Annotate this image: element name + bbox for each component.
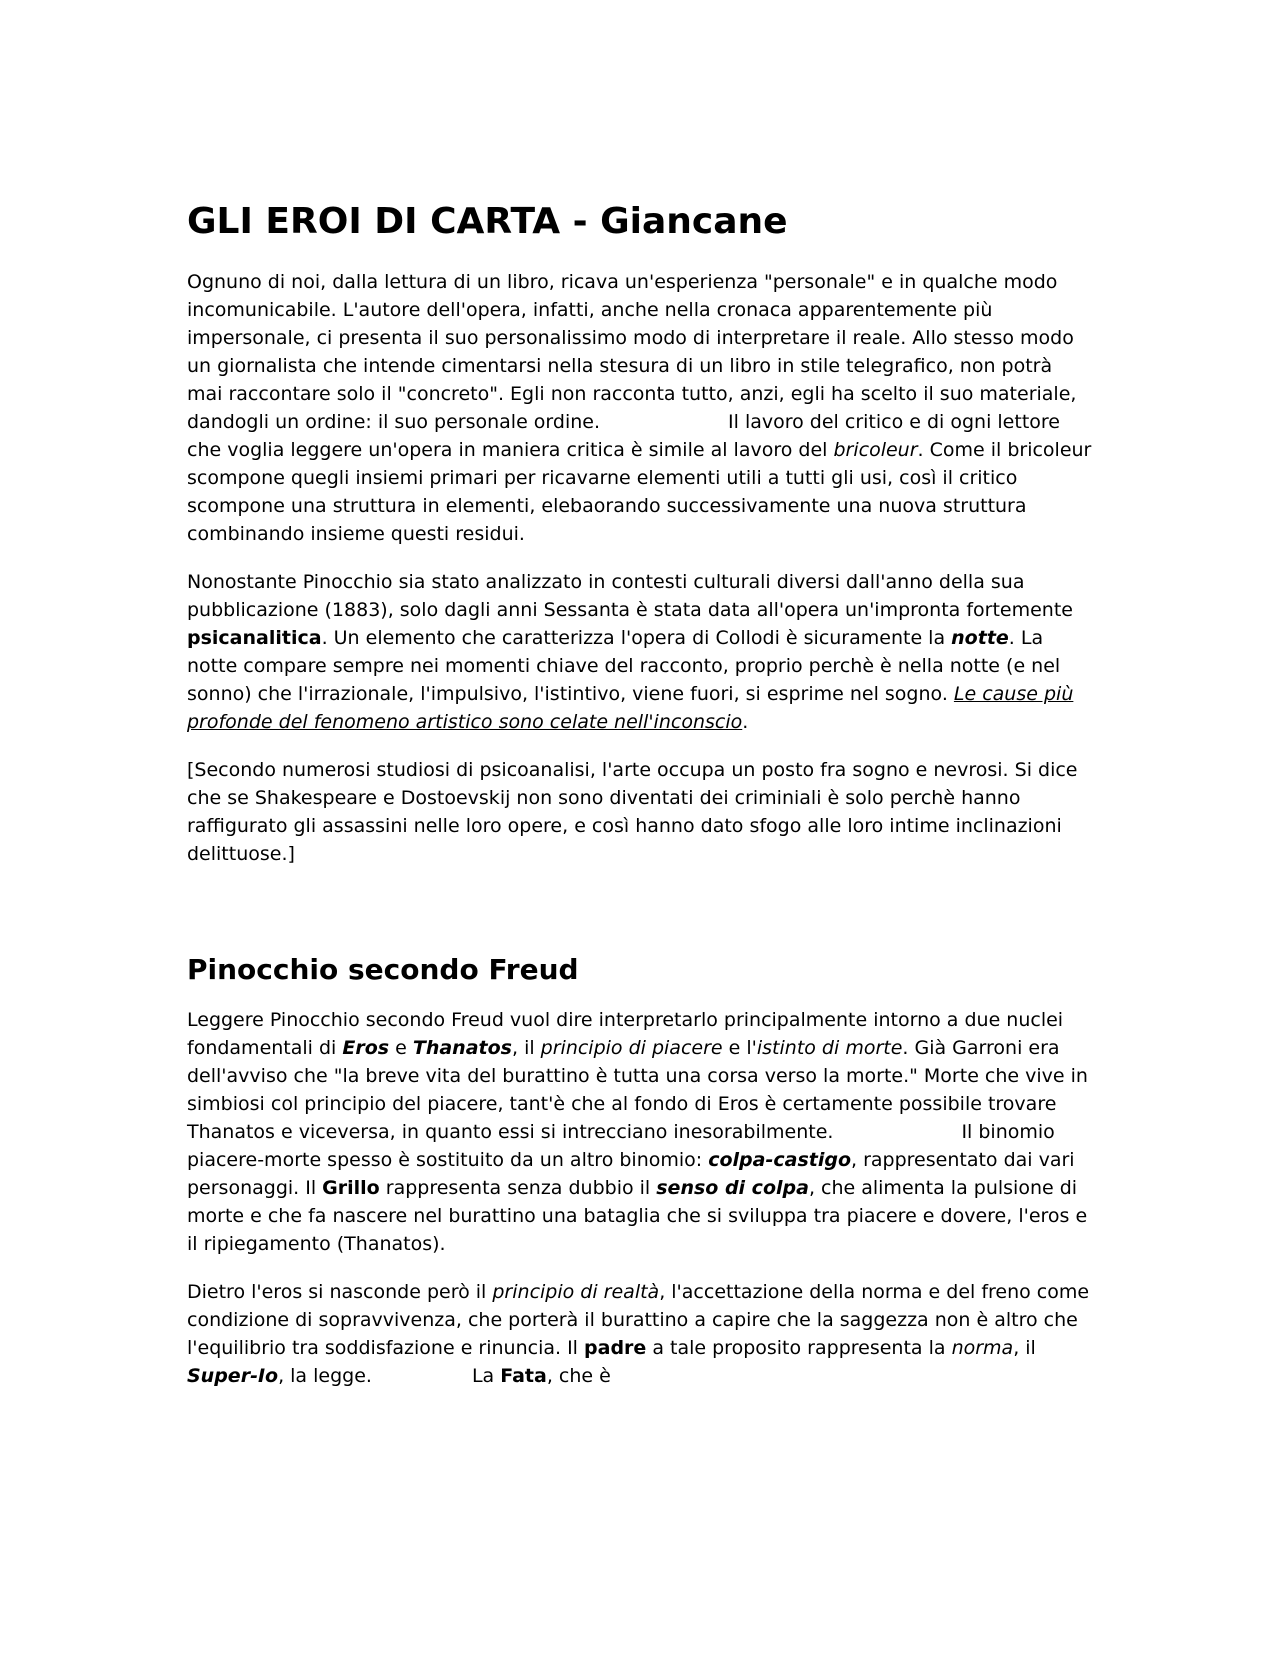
- text-run: , il: [1013, 1337, 1036, 1359]
- bold-italic-term: senso di colpa: [656, 1177, 809, 1199]
- italic-term: norma: [951, 1337, 1014, 1359]
- text-run: , la legge.: [278, 1365, 372, 1387]
- text-run: e l': [722, 1037, 757, 1059]
- text-run: e: [389, 1037, 413, 1059]
- text-run: a tale proposito rappresenta la: [646, 1337, 952, 1359]
- paragraph-psychoanalysis: [Secondo numerosi studiosi di psicoanalisi, l'arte occupa un posto fra sogno e nevrosi. Si dice che se Shakespeare e Dostoevskij non sono diventati dei criminiali è solo perchè hanno raffigurato gli assassini nelle loro opere, e così hanno dato sfogo alle loro intime inclinazioni delittuose.]: [187, 759, 1078, 865]
- paragraph-freud: [187, 1006, 1092, 1258]
- italic-term: principio di realtà: [492, 1281, 660, 1303]
- text-run: La: [471, 1365, 501, 1387]
- text-run: .: [742, 711, 749, 733]
- text-run: , che alimenta la pulsione di morte e che fa nascere nel burattino una bataglia che si sviluppa tra piacere e dovere, l'eros e il ripiegamento (Thanatos).: [187, 1177, 1088, 1255]
- bold-term: Grillo: [322, 1177, 380, 1199]
- text-run: , rappresentato dai vari personaggi. Il: [187, 1149, 1075, 1199]
- text-run: , l'accettazione della norma e del freno come condizione di sopravvivenza, che porterà il burattino a capire che la saggezza non è altro che l'equilibrio tra soddisfazione e rinuncia. Il: [187, 1281, 1090, 1359]
- text-run: Leggere Pinocchio secondo Freud vuol dire interpretarlo principalmente intorno a due nuclei fondamentali di: [187, 1009, 1064, 1059]
- text-run: Il binomio piacere-morte spesso è sostituito da un altro binomio:: [187, 1121, 1055, 1171]
- italic-term: istinto di morte: [756, 1037, 903, 1059]
- text-run: Il lavoro del critico e di ogni lettore che voglia leggere un'opera in maniera critica è simile al lavoro del: [187, 411, 1060, 461]
- bold-italic-term: Eros: [342, 1037, 390, 1059]
- text-run: . La notte compare sempre nei momenti chiave del racconto, proprio perchè è nella notte (e nel sonno) che l'irrazionale, l'impulsivo, l'istintivo, viene fuori, si esprime nel sogno.: [187, 627, 1061, 705]
- text-run: Dietro l'eros si nasconde però il: [187, 1281, 493, 1303]
- section-heading: Pinocchio secondo Freud: [187, 953, 579, 986]
- document-title: GLI EROI DI CARTA - Giancane: [187, 201, 788, 242]
- text-run: , che è: [546, 1365, 611, 1387]
- text-run: Ognuno di noi, dalla lettura di un libro, ricava un'esperienza "personale" e in qualche modo incomunicabile. L'autore dell'opera, infatti, anche nella cronaca apparentemente più impersonale, ci presenta il suo personalissimo modo di interpretare il reale. Allo stesso modo un giornalista che intende cimentarsi nella stesura di un libro in stile telegrafico, non potrà mai raccontare solo il "concreto". Egli non racconta tutto, anzi, egli ha scelto il suo materiale, dandogli un ordine: il suo personale ordine.: [187, 271, 1077, 433]
- bold-term: padre: [584, 1337, 647, 1359]
- bold-italic-term: notte: [951, 627, 1009, 649]
- italic-term: bricoleur: [833, 439, 918, 461]
- text-run: rappresenta senza dubbio il: [379, 1177, 657, 1199]
- bold-italic-term: colpa-castigo: [708, 1149, 851, 1171]
- document-page: [187, 196, 1092, 1410]
- bold-italic-term: Thanatos: [412, 1037, 512, 1059]
- bold-term: psicanalitica: [187, 627, 322, 649]
- text-run: . Un elemento che caratterizza l'opera di Collodi è sicuramente la: [321, 627, 952, 649]
- bold-term: Fata: [500, 1365, 547, 1387]
- underlined-quote: Le cause più profonde del fenomeno artistico sono celate nell'inconscio: [187, 683, 1074, 733]
- paragraph-intro: [187, 268, 1092, 548]
- paragraph-reality: [187, 1278, 1092, 1390]
- text-run: . Come il bricoleur scompone quegli insiemi primari per ricavarne elementi utili a tutti gli usi, così il critico scompone una struttura in elementi, elebaorando successivamente una nuova struttura combinando insieme questi residui.: [187, 439, 1092, 545]
- bold-italic-term: Super-Io: [187, 1365, 279, 1387]
- paragraph-pinocchio: [187, 568, 1092, 736]
- text-run: Nonostante Pinocchio sia stato analizzato in contesti culturali diversi dall'anno della sua pubblicazione (1883), solo dagli anni Sessanta è stata data all'opera un'impronta fortemente: [187, 571, 1073, 621]
- text-run: , il: [511, 1037, 541, 1059]
- section-gap: [187, 888, 1092, 950]
- text-run: . Già Garroni era dell'avviso che "la breve vita del burattino è tutta una corsa verso la morte." Morte che vive in simbiosi col principio del piacere, tant'è che al fondo di Eros è certamente possibile trovare Thanatos e viceversa, in quanto essi si intrecciano inesorabilmente.: [187, 1037, 1088, 1143]
- italic-term: principio di piacere: [540, 1037, 723, 1059]
